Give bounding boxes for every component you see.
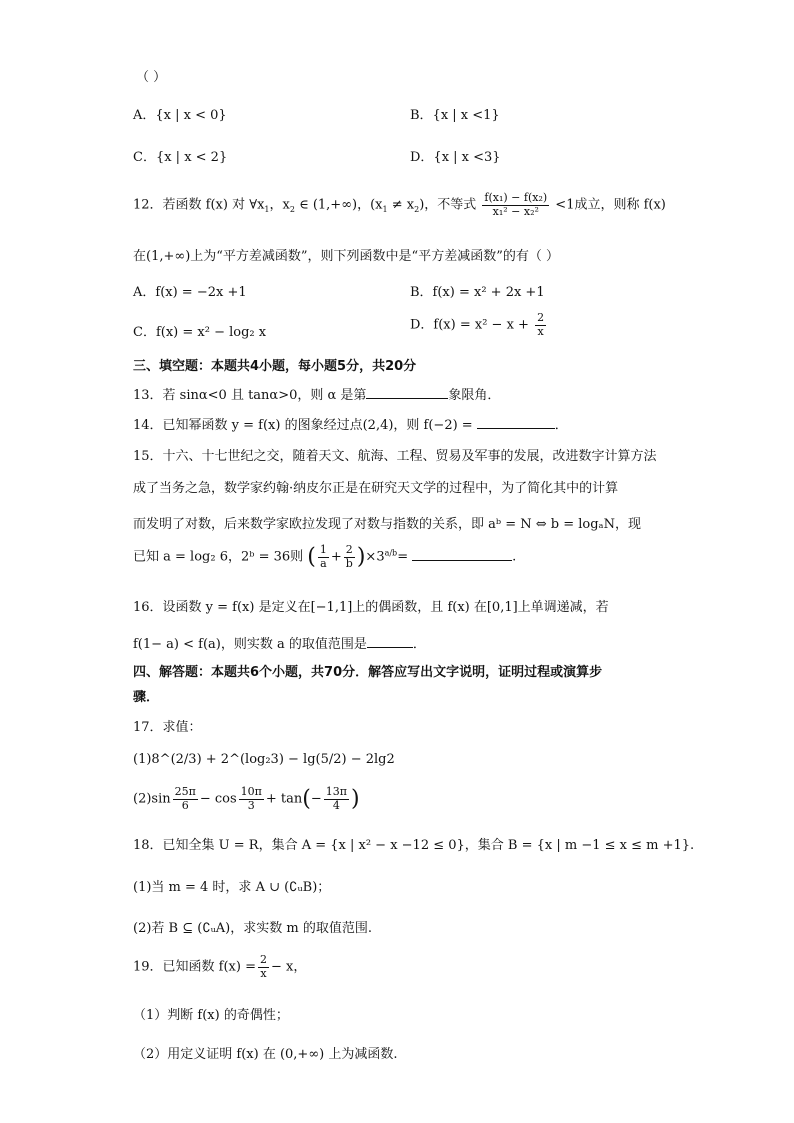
q17-part1: (1)8^(2/3) + 2^(log₂3) − lg(5/2) − 2lg2 [133, 752, 395, 767]
q16-answer-blank[interactable] [367, 647, 413, 648]
q12-fraction-denominator: x₁² − x₂² [492, 204, 539, 218]
q15-times-three: ×3 [365, 549, 385, 565]
q12-text-a: 12．若函数 f(x) 对 ∀x [133, 197, 265, 213]
q17-p2-frac1-den: 6 [181, 798, 189, 812]
q11-option-d: D．{x | x <3} [410, 150, 501, 165]
q15-line2: 成了当务之急，数学家约翰·纳皮尔正是在研究天文学的过程中，为了简化其中的计算 [133, 481, 619, 496]
q12-option-c: C．f(x) = x² − log₂ x [133, 325, 267, 340]
q12-text-f: <1成立，则称 f(x) [555, 197, 666, 213]
q15-line4 [133, 544, 516, 570]
q17-p2-frac3-num: 13π [325, 785, 348, 798]
q19-fraction-den: x [260, 966, 267, 980]
q18-part2: (2)若 B ⊆ (∁ᵤA)，求实数 m 的取值范围. [133, 921, 372, 936]
q16-line1: 16．设函数 y = f(x) 是定义在[−1,1]上的偶函数，且 f(x) 在[0,1]上单调递减，若 [133, 600, 609, 615]
q13-answer-blank[interactable] [366, 398, 448, 399]
q12-option-d-num: 2 [537, 311, 545, 324]
q17-p2-frac2-den: 3 [247, 798, 255, 812]
q16-line2 [133, 633, 426, 652]
q12-option-d-text: D．f(x) = x² − x + [410, 317, 529, 333]
q17-p2-frac2 [239, 786, 264, 812]
q15-exponent: a/b [384, 548, 398, 558]
q13-text-end: 象限角． [448, 388, 501, 403]
q19-stem [133, 954, 306, 980]
q16-line2-text: f(1− a) < f(a)，则实数 a 的取值范围是 [133, 637, 367, 652]
q19-part1: （1）判断 f(x) 的奇偶性； [133, 1008, 289, 1023]
q16-line2-end: ． [412, 637, 426, 652]
q13 [133, 384, 500, 403]
q12-option-b: B．f(x) = x² + 2x +1 [410, 285, 545, 300]
section-3-heading: 三、填空题：本题共4小题，每小题5分，共20分 [133, 359, 417, 374]
q17-title: 17．求值： [133, 720, 202, 735]
q17-p2-frac2-num: 10π [240, 785, 262, 798]
q17-p2-frac1-num: 25π [174, 785, 196, 798]
q12-option-d-den: x [537, 324, 544, 338]
q15-line3: 而发明了对数，后来数学家欧拉发现了对数与指数的关系，即 aᵇ = N ⇔ b = logₐN，现 [133, 517, 641, 532]
q15-line1: 15．十六、十七世纪之交，随着天文、航海、工程、贸易及军事的发展，改进数字计算方法 [133, 449, 657, 464]
q15-period: . [512, 549, 517, 565]
q15-left-paren: ( [307, 544, 316, 570]
q17-p2-tan: + tan [265, 791, 303, 807]
q17-p2-cos: − cos [199, 791, 237, 807]
q14 [133, 414, 568, 433]
q12-text-c: ∈ (1,+∞)，(x [294, 197, 383, 213]
q17-p2-frac3-den: 4 [332, 798, 340, 812]
q12-text-e: )，不等式 [419, 197, 477, 213]
q17-part2: (2)sin $\frac{25\pi}{6}$ − cos $\frac{10\pi}{3}$ + tan(− $\frac{13\pi}{4}$ ) [133, 785, 360, 812]
q12-option-a: A．f(x) = −2x +1 [133, 285, 247, 300]
q15-fraction-2 [344, 544, 355, 570]
q17-p2-left-paren: ( [302, 786, 311, 812]
q12-text-b: ，x [269, 197, 290, 213]
section-4-heading-line1: 四、解答题：本题共6个小题，共70分．解答应写出文字说明，证明过程或演算步 [133, 665, 603, 680]
q11-answer-bracket: （ ） [136, 70, 167, 85]
q12-stem-line1: 12．若函数 f(x) 对 $\forall x_1$，$x_2$ ∈ (1,+∞)，$(x_1 \ne x_2)$，不等式 $\frac{\text{f(x₁) − f(x₂)}}{\text{x₁² − x₂²}}$ <1成立，则称 f(x) [133, 191, 666, 218]
q14-answer-blank[interactable] [477, 428, 555, 429]
q15-plus: + [330, 549, 342, 565]
q11-option-a: A．{x | x < 0} [133, 108, 227, 123]
q18-stem: 18．已知全集 U = R，集合 A = {x | x² − x −12 ≤ 0}，集合 B = {x | m −1 ≤ x ≤ m +1}. [133, 838, 695, 853]
q17-p2-frac3 [324, 786, 349, 812]
q12-fraction [482, 192, 549, 218]
q15-f1-num: 1 [319, 543, 327, 556]
q12-option-d [410, 312, 548, 338]
q11-option-c: C．{x | x < 2} [133, 150, 228, 165]
q15-f2-den: b [345, 556, 353, 570]
q19-stem-text: 19．已知函数 f(x) = [133, 959, 256, 975]
q15-answer-blank[interactable] [412, 560, 512, 561]
q11-option-b: B．{x | x <1} [410, 108, 500, 123]
q15-fraction-1 [318, 544, 329, 570]
q12-fraction-numerator: f(x₁) − f(x₂) [484, 191, 548, 204]
q12-text-d: ≠ x [387, 197, 415, 213]
q18-part1: (1)当 m = 4 时，求 A ∪ (∁ᵤB)； [133, 880, 331, 895]
section-4-heading-line2: 骤． [133, 690, 160, 705]
q15-line4-text: 已知 a = log₂ 6，2ᵇ = 36则 [133, 549, 304, 565]
q19-stem-end: − x， [271, 959, 307, 975]
q19-fraction-num: 2 [260, 953, 267, 966]
q12-stem-line2: 在(1,+∞)上为“平方差减函数”，则下列函数中是“平方差减函数”的有（ ） [133, 249, 559, 264]
q15-f2-num: 2 [344, 544, 355, 558]
q17-p2-sin: (2)sin [133, 791, 171, 807]
q17-p2-right-paren: ) [351, 786, 360, 812]
q12-option-d-fraction [535, 312, 546, 338]
q15-equals: = [397, 549, 409, 565]
q17-p2-frac1 [173, 786, 198, 812]
q19-part2: （2）用定义证明 f(x) 在 (0,+∞) 上为减函数. [133, 1047, 398, 1062]
q15-f1-den: a [320, 556, 327, 570]
q19-fraction [258, 954, 269, 980]
q15-right-paren: ) [356, 544, 366, 570]
q14-text-end: ． [554, 418, 568, 433]
q14-text: 14．已知幂函数 y = f(x) 的图象经过点(2,4)，则 f(−2) = [133, 418, 473, 433]
q13-text: 13．若 sinα<0 且 tanα>0，则 α 是第 [133, 388, 367, 403]
